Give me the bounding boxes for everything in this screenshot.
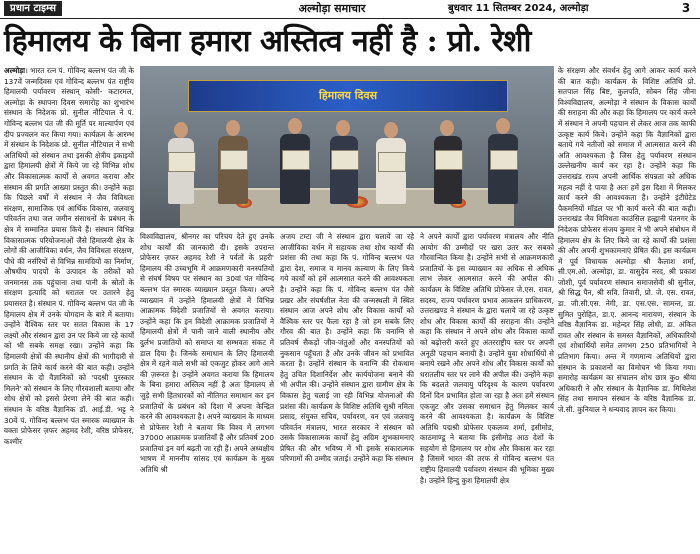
publication-book — [282, 150, 310, 170]
stage-banner — [188, 80, 508, 112]
publication-book — [331, 150, 359, 170]
publication-book — [378, 152, 406, 172]
page-number: 3 — [681, 1, 691, 15]
stage-banner-text: हिमालय दिवस — [318, 89, 378, 102]
person-body — [330, 136, 358, 204]
person-head — [384, 122, 398, 138]
person-head — [174, 122, 188, 138]
section-label: प्रधान टाइम्स — [4, 1, 62, 16]
person-head — [288, 118, 302, 134]
article-column-2: विश्वविद्यालय, श्रीनगर का परिचय देते हुए उनके शोध कार्यों की जानकारी दी। इसके उपरान्त प्रोफेसर ज़फर अहमद रेशी ने पर्वतों के प्रहरी' हिमालय की उच्चभूमि में आक्रमणकारी वनस्पतियों से संघर्ष विषय पर संस्थान का 30वां पंत गोविन्द बल्लभ पंत स्मारक व्याख्यान प्रस्तुत किया। अपने व्याख्यान में उन्होंने हिमालयी क्षेत्रों में विभिन्न आक्रामक विदेशी प्रजातियों से अवगत कराया। उन्होंने कहा कि इन विदेशी आक्रामक प्रजातियों ने हिमालयी क्षेत्रों में पानी जाने वाली स्थानीय और दुर्लभ प्रजातियों को समाप्त या सम्भवतः संकट में डाल दिया है। जिनके समाधान के लिए हिमालयी क्षेत्र में रहने वाले सभी को एकजुट होकर आगे आने की ज़रूरत है। उन्होंने अवगत कराया कि हिमालय के बिना हमारा अस्तित्व नहीं है अतः हिमालय से जुड़े सभी हितधारकों को नीतिगत समाधान कर इन प्रजातियों के प्रबंधन को दिशा में अपना केन्द्रित करने की आवश्यकता है। अपने व्याख्यान के माध्यम से प्रोफेसर रेशी ने बताया कि विश्व में लगभग 37000 आक्रामक प्रजातियाँ हैं और प्रतिवर्ष 200 प्रजातियां इन वर्ग बढ़ती जा रही हैं। अपने अध्यक्षीय भाषण में माननीय सांसद एवं कार्यक्रम के मुख्य अतिथि श्री — [140, 232, 274, 475]
masthead — [0, 0, 700, 19]
article-column-3: अजय टम्टा जी ने संस्थान द्वारा चलाये जा रहे आजीविका वर्धन में सहायक तथा शोध कार्यों की प्रशंसा की तथा कहा कि पं. गोविन्द बल्लभ पंत द्वारा देश, समाज व मानव कल्याण के लिए किये गये कार्यों को हमें आत्मसात करने की आवश्यकता है। उन्होंने कहा कि पं. गोविन्द बल्लभ पंत जैसे प्रखर और संघर्षशील नेता की जन्मस्थली में स्थित संस्थान आज अपने शोध और विकास कार्यों को वैश्विक स्तर पर फैला रहा है जो हम सबके लिए गौरव की बात है। उन्होंने कहा कि वनाग्नि से प्रतिवर्ष सैकड़ों जीव-जंतुओं और वनस्पतियों को नुकसान पहुँचता है और उनके जीवन को प्रभावित करता है। उन्होंने संस्थान के वनाग्नि की रोकथाम हेतु उचित दिशानिर्देश और कार्ययोजना बनाने की भी अपील की। उन्होंने संस्थान द्वारा ग्रामीण क्षेत्र के विकास हेतु चलाई जा रही विभिन्न योजनाओं की प्रशंसा की। कार्यक्रम के विशिष्ट अतिथि सुश्री नमिता प्रसाद, संयुक्त सचिव, पर्यावरण, वन एवं जलवायु परिवर्तन मंत्रालय, भारत सरकार ने संस्थान को उसके विकासात्मक कार्यों हेतु अग्रिम शुभकामनाएं प्रेषित की और भविष्य में भी इसके सकारात्मक परिणामों की उम्मीद जताई। उन्होंने कहा कि संस्थान — [280, 232, 414, 464]
person-head — [336, 120, 350, 136]
article-column-5: के संरक्षण और संवर्धन हेतु आगे आकर कार्य करने की बात कही। कार्यक्रम के विशिष्ट अतिथि प्रो. सतपाल सिंह बिष्ट, कुलपति, सोबन सिंह जीना विश्वविद्यालय, अल्मोड़ा ने संस्थान के विकास कार्यों की सराहना की और कहा कि हिमालय पर कार्य करने में संस्थान ने अपनी पहचान से लेकर आज तक काफी उत्कृष्ट कार्य किये। उन्होंने कहा कि वैज्ञानिकों द्वारा बताये गये नतीजों को समाज में आत्मसात करने की अति आवश्यकता है जिस हेतु पर्यावरण संस्थान उल्लेखनीय कार्य कर रहा है। उन्होंने कहा कि उत्तराखंड राज्य अपनी आर्थिक संपन्नता को अधिक महत्व नहीं दे पाया है अतः हमें इस दिशा में मिलकर कार्य करने की आवश्यकता है। उन्होंने इंटीग्रेटेड पैकमनियों मॉडल पर भी कार्य करने की बात कही। उत्तराखंड जैव विविधता काउंसिल हल्द्वानी पंतनगर के निदेशक प्रोफेसर संजय कुमार ने भी अपने संबोधन में हिमालय क्षेत्र के लिए किये जा रहे कार्यों की प्रशंसा की और अपनी शुभकामनाएं प्रेषित की। इस कार्यक्रम में पूर्व विधायक अल्मोड़ा श्री कैलाश शर्मा, सी.एम.ओ. अल्मोड़ा, डा. वासुदेव नरद, श्री प्रकाश जोशी, पूर्व पर्यावरण संस्थान समाजसेवी श्री सुनील, श्री सिद्ध पैन, श्री सवि. तिवारी, प्रो. जे. एस. रावत, डा. जी.सी.एस. नेगी, डा. एस.एस. सामन्त, डा. सुमित पुरोहित, डा.ए. आनन्द नारायण, संस्थान के वरिष्ठ वैज्ञानिक डा. महेन्दर सिंह लोधी, डा. अंकित रावत और संस्थान के समस्त वैज्ञानिकों, अधिकारियों एवं शोधार्थियों समेत लगभग 250 प्रतिभागियों ने प्रतिभाग किया। अन्त में गणमान्य अतिथियों द्वारा संस्थान के प्रकाशनों का विमोचन भी किया गया। समारोह कार्यक्रम का संचालन शोध छात्र कुo श्रीया अधिकारी ने और संस्थान के वैज्ञानिक डा. मिथिलेश सिंह तथा समापन संस्थान के वरिष्ठ वैज्ञानिक डा. जे.सी. कुनियाल ने धन्यवाद ज्ञापन कर किया। — [558, 66, 696, 414]
person-body — [218, 136, 248, 204]
publication-book — [435, 150, 463, 170]
paper-name: अल्मोड़ा समाचार — [298, 2, 366, 15]
person-body — [434, 136, 462, 204]
publication-book — [220, 150, 248, 170]
person-head — [226, 120, 240, 136]
person-head — [496, 118, 510, 134]
issue-date: बुधवार 11 सितम्बर 2024, अल्मोड़ा — [448, 3, 589, 14]
headline: हिमालय के बिना हमारा अस्तित्व नहीं है : प्रो. रेशी — [4, 24, 531, 59]
publication-book — [490, 150, 518, 170]
article-column-4: ने अपने कार्यों द्वारा पर्यावरण मंत्रालय और नीति आयोग की उम्मीदों पर खरा उतर कर सबको गौरवान्वित किया है। उन्होंने सभी से आक्रमणकारी प्रजातियों के इस व्याख्यान का अधिक से अधिक लाभ लेकर आत्मसात करने की अपील की। कार्यक्रम के विशिष्ट अतिथि प्रोफेसर जे.एस. रावत, सदस्य, राज्य पर्यावरण प्रभाव आकलन प्राधिकरण, उत्तराखण्ड ने संस्थान के द्वारा चलाये जा रहे उत्कृष्ट शोध और विकास कार्यों की सराहना की। उन्होंने कहा कि संस्थान ने अपने शोध और विकास कार्यों को बढ़ोत्तरी करते हुए अंतरराष्ट्रीय स्तर पर अपनी अनूठी पहचान बनायी है। उन्होंने युवा शोधार्थियों से बनाये रखने और अपने शोध और विकास कार्यों को धरातलीय स्तर पर लाने की अपील की। उन्होंने कहा कि बदलते जलवायु परिदृश्य के कारण पर्यावरण दिनों दिन प्रभावित होता जा रहा है अतः हमें संस्थान एकजुट और उसका समाधान हेतु मिलकर कार्य करने की आवश्यकता है। कार्यक्रम के विशिष्ट अतिथि पद्मश्री प्रोफेसर एकलव्य शर्मा, इसीमोड, काठमाण्डू ने बताया कि इसीमोड़ आठ देशों के सहयोग से हिमालय पर शोध और विकास कर रहा है जिसमें भारत की तरफ से गोविन्द बल्लभ पंत राष्ट्रीय हिमालयी पर्यावरण संस्थान की भूमिका मुख्य है। उन्होंने हिन्दु कुश हिमालयी क्षेत्र — [420, 232, 554, 485]
person-head — [440, 120, 454, 136]
publication-book — [168, 152, 196, 172]
column-1-text: । भारत रत्न पं. गोविन्द बल्लभ पंत जी के 137वें जन्मदिवस एवं गोविन्द बल्लभ पंत राष्ट्रीय हिमालयी पर्यावरण संस्थान् कोसी- कटारमल, अल्मोड़ा के स्थापना दिवस समारोह का शुभारंभ संस्थान के निदेशक प्रो. सुनील नौटियाल ने पं. गोविन्द बल्लभ पंत जी की मूर्ति पर माल्यार्पण एवं दीप प्रज्वलन कर किया गया। कार्यक्रम के आरम्भ में संस्थान के निदेशक प्रो. सुनील नौटियाल ने सभी अतिथियों को संस्थान तथा इसकी क्षेत्रीय इकाइयों द्वारा हिमालयी क्षेत्रों में किये जा रहे विभिन्न शोध और विकासात्मक कार्यों से अवगत कराया और संस्थान की प्रगति आख्या प्रस्तुत की। उन्होंने कहा कि पिछले वर्षों में संस्थान ने जैव विविधता संरक्षण, सामाजिक एवं आर्थिक विकास, जलवायु परिवर्तन तथा जल जमीन संसाधनों के प्रबंधन के क्षेत्र में सम्मानित प्रयास किये हैं। संस्थान विभिन्न विकासात्मक परियोजनाओं जैसे हिमालयी क्षेत्र के लोगों की आजीविका वर्धन, जैव विविधता संरक्षण, पौधे की नर्सरियों से विभिन्न सामग्रियों का निर्माण, औषधीय पादपों के उत्पादन के तरीकों को जनमानस तक पहुंचाना तथा पानी के स्रोतों के संरक्षण इत्यादि को धरातल पर उतारने हेतु प्रयासरत है। संस्थान पं. गोविन्द बल्लभ पंत जी के हिमालय क्षेत्र में उनके योगदान के बारे में बताया। उन्होंने वैश्विक स्तर पर सतत विकास के 17 लक्ष्यों और संस्थान द्वारा उन पर किये जा रहे कार्यों को भी सबके समक्ष रखा। उन्होंने कहा कि हिमालयी क्षेत्रों की स्थानीय क्षेत्रों की भागीदारी से प्रगति के लिये कार्य करने की बात कही। उन्होंने संस्थान के दो वैज्ञानिकों को 'पदश्री पुरस्कार मिलने' को संस्थान के लिए गौरवशाली बताया और शोध क्षेत्रों को इससे प्रेरणा लेने की बात कही। संस्थान के वरिष्ठ वैज्ञानिक डॉ. आई.डी. भट्ट ने 30वें पं. गोविन्द बल्लभ पंत स्मारक व्याख्यान के वक्ता प्रोफेसर ज़फर अहमद रेशी, वरिष्ठ प्रोफेसर, कश्मीर — [4, 66, 134, 446]
dateline: अल्मोड़ा — [4, 66, 26, 75]
article-column-1 — [4, 66, 134, 552]
event-photo — [140, 66, 554, 228]
